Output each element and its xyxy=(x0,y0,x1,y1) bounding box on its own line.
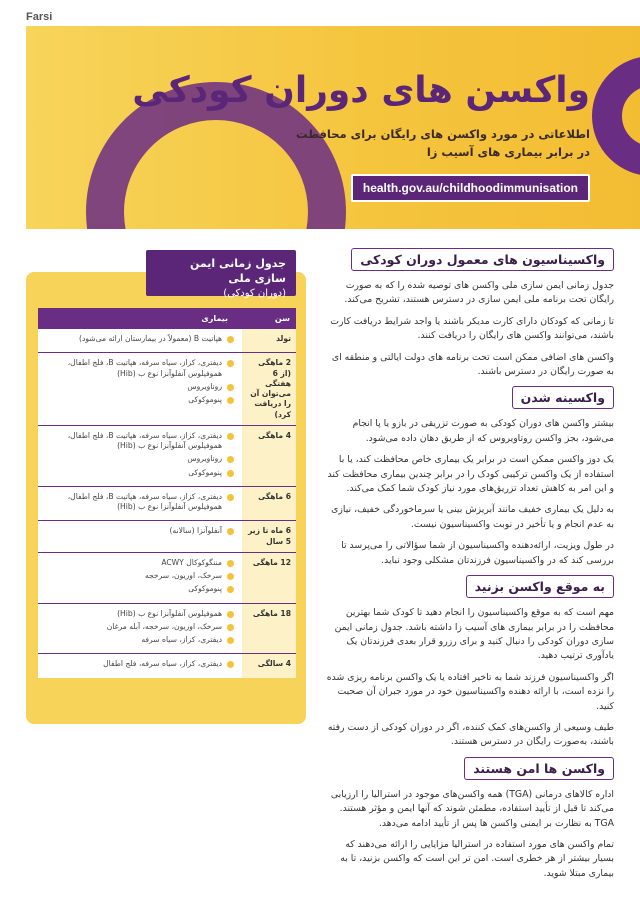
table-row xyxy=(38,486,296,521)
disease-item xyxy=(42,334,234,344)
bullet-icon xyxy=(227,384,234,391)
disease-item xyxy=(42,609,234,619)
bullet-icon xyxy=(227,611,234,618)
disease-item xyxy=(42,358,234,379)
disease-text: پنوموکوکی xyxy=(188,467,222,477)
section-heading: واکسیناسیون های معمول دوران کودکی xyxy=(351,248,614,271)
bullet-icon xyxy=(227,360,234,367)
section-paragraph: جدول زمانی ایمن سازی ملی واکسن های توصیه شده را که به صورت رایگان تحت برنامه ملی ایمن سازی در دسترس هستند، تشریح می‌کند. xyxy=(344,280,614,306)
disease-cell xyxy=(38,604,242,654)
bullet-icon xyxy=(227,470,234,477)
disease-text: هموفیلوس آنفلوآنزا نوع ب (Hib) xyxy=(117,608,222,618)
bullet-icon xyxy=(227,637,234,644)
disease-text: روتاویروس xyxy=(187,381,222,391)
bullet-icon xyxy=(227,433,234,440)
disease-item xyxy=(42,659,234,669)
age-cell: 6 ماهگی xyxy=(242,487,296,521)
disease-text: دیفتری، کزاز، سیاه سرفه xyxy=(141,635,222,644)
age-cell: 2 ماهگی (از 6 هفتگی می‌توان آن را دریافت کرد) xyxy=(242,353,296,425)
section-paragraph: بیشتر واکسن های دوران کودکی به صورت تزریقی در بازو یا پا انجام می‌شود، بجز واکسن روتاویروس که از طریق دهان داده می‌شود. xyxy=(352,418,614,444)
age-cell: 4 سالگی xyxy=(242,654,296,677)
disease-text: هپاتیت B (معمولاً در بیمارستان ارائه می‌شود) xyxy=(79,334,222,343)
schedule-subtitle: (دوران کودکی) xyxy=(223,287,286,299)
table-row xyxy=(38,425,296,486)
disease-text: پنوموکوکی xyxy=(188,395,222,404)
disease-text: دیفتری، کزاز، سیاه سرفه، هپاتیت B، فلج اطفال، هموفیلوس آنفلوآنزا نوع ب (Hib) xyxy=(67,491,222,511)
table-row xyxy=(38,653,296,677)
main-content xyxy=(326,248,614,888)
section-paragraph: به دلیل یک بیماری خفیف مانند آبریزش بینی یا سرماخوردگی خفیف، نیازی به عدم انجام و یا تأخیر در نوبت واکسیناسیون نیست. xyxy=(331,504,614,530)
content-section xyxy=(326,575,614,750)
content-section xyxy=(326,248,614,379)
schedule-table xyxy=(38,308,296,678)
age-cell: 18 ماهگی xyxy=(242,604,296,654)
bullet-icon xyxy=(227,528,234,535)
section-paragraph: تا زمانی که کودکان دارای کارت مدیکر باشند یا واجد شرایط دریافت کارت باشند، می‌توانند واکسن های رایگان را دریافت کنند. xyxy=(330,315,614,342)
disease-text: سرخک، اوریون، سرخجه xyxy=(144,571,222,580)
disease-cell xyxy=(38,329,242,352)
bullet-icon xyxy=(227,573,234,580)
section-heading: به موقع واکسن بزنید xyxy=(466,575,614,598)
disease-text: پنوموکوکی xyxy=(188,584,222,594)
disease-cell xyxy=(38,353,242,425)
bullet-icon xyxy=(227,586,234,593)
section-paragraph: اداره کالاهای درمانی (TGA) همه واکسن‌های موجود در استرالیا را ارزیابی می‌کند تا قبل از تأیید استفاده، مطمئن شوند که آنها ایمن و مؤثر هستند. TGA به نظارت بر ایمنی واکسن ها پس از تأیید ادامه می‌دهد. xyxy=(330,788,614,829)
bullet-icon xyxy=(227,456,234,463)
table-row xyxy=(38,603,296,654)
column-header-disease: بیماری xyxy=(201,313,228,323)
disease-text: دیفتری، کزاز، سیاه سرفه، هپاتیت B، فلج اطفال، هموفیلوس آنفلوآنزا نوع ب (Hib) xyxy=(67,358,222,378)
section-heading: واکسینه شدن xyxy=(512,386,614,409)
content-section xyxy=(326,386,614,568)
table-row xyxy=(38,520,296,552)
disease-item xyxy=(42,571,234,581)
section-paragraph: مهم است که به موقع واکسیناسیون را انجام دهید تا کودک شما بهترین محافظت را در برابر بیماری های آسیب زا داشته باشد. جدول زمانی ایمن سازی دوران کودکی را دنبال کنید و برای رزرو قرار بعدی فرزندتان یک یادآوری ترتیب دهید. xyxy=(334,607,614,662)
table-row xyxy=(38,552,296,603)
content-section xyxy=(326,757,614,881)
disease-item xyxy=(42,431,234,452)
age-cell: 4 ماهگی xyxy=(242,426,296,486)
disease-item xyxy=(42,454,234,464)
bullet-icon xyxy=(227,624,234,631)
disease-text: مننگوکوکال ACWY xyxy=(161,557,222,567)
disease-item xyxy=(42,492,234,513)
disease-item xyxy=(42,468,234,478)
schedule-title-text: جدول زمانی ایمن سازی ملی xyxy=(189,257,286,285)
bullet-icon xyxy=(227,397,234,404)
disease-item xyxy=(42,526,234,536)
disease-cell xyxy=(38,487,242,521)
header-banner xyxy=(26,26,640,229)
disease-cell xyxy=(38,521,242,552)
section-paragraph: طیف وسیعی از واکسن‌های کمک کننده، اگر در دوران کودکی از دست رفته باشند، به‌صورت رایگان در دسترس هستند. xyxy=(327,721,614,748)
disease-item xyxy=(42,584,234,594)
table-row xyxy=(38,352,296,425)
decorative-ring-graphic xyxy=(592,56,640,176)
disease-item xyxy=(42,382,234,392)
schedule-title xyxy=(146,250,296,299)
section-paragraph: اگر واکسیناسیون فرزند شما به تاخیر افتاده یا یک واکسن برنامه ریزی شده را نزده است، با ارائه دهنده واکسیناسیون خود در مورد جبران آن صحبت کنید. xyxy=(326,671,614,712)
disease-cell xyxy=(38,654,242,677)
age-cell: تولد xyxy=(242,329,296,352)
bullet-icon xyxy=(227,560,234,567)
disease-cell xyxy=(38,426,242,486)
table-row xyxy=(38,328,296,352)
page-title: واکسن های دوران کودکی xyxy=(132,70,590,111)
bullet-icon xyxy=(227,661,234,668)
disease-item xyxy=(42,622,234,632)
column-header-age: سن xyxy=(274,313,290,323)
section-paragraph: در طول ویزیت، ارائه‌دهنده واکسیناسیون از شما سؤالاتی را می‌پرسد تا بررسی کند که در واکسیناسیون فرزندتان مشکلی وجود نباید. xyxy=(341,540,614,566)
disease-text: دیفتری، کزاز، سیاه سرفه، هپاتیت B، فلج اطفال، هموفیلوس آنفلوآنزا نوع ب (Hib) xyxy=(67,430,222,450)
section-paragraph: واکسن های اضافی ممکن است تحت برنامه های دولت ایالتی و منطقه ای به صورت رایگان در دسترس باشند. xyxy=(331,351,614,378)
section-paragraph: تمام واکسن های مورد استفاده در استرالیا مزایایی را ارائه می‌دهند که بسیار بیشتر از هر خطری است. امن تر این است که واکسن بزنید، تا به بیماری مبتلا شوید. xyxy=(340,838,614,879)
table-header xyxy=(38,308,296,328)
section-paragraph: یک دوز واکسن ممکن است در برابر یک بیماری خاص محافظت کند، یا با استفاده از یک واکسن ترکیبی کودک را در برابر چندین بیماری محافظت کند و این امر به کاهش تعداد تزریق‌های مورد نیاز کودک شما کمک می‌کند. xyxy=(327,454,614,495)
disease-text: روتاویروس xyxy=(187,454,222,464)
page-subtitle: اطلاعاتی در مورد واکسن های رایگان برای محافظت در برابر بیماری های آسیب زا xyxy=(296,127,590,159)
age-cell: 6 ماه تا زیر 5 سال xyxy=(242,521,296,552)
age-cell: 12 ماهگی xyxy=(242,553,296,603)
disease-cell xyxy=(38,553,242,603)
disease-item xyxy=(42,395,234,405)
website-link[interactable]: health.gov.au/childhoodimmunisation xyxy=(351,174,590,202)
disease-text: آنفلوآنزا (سالانه) xyxy=(169,526,222,536)
disease-item xyxy=(42,558,234,568)
disease-text: سرخک، اوریون، سرخجه، آبله مرغان xyxy=(106,621,222,631)
disease-item xyxy=(42,635,234,645)
language-label: Farsi xyxy=(26,11,53,23)
bullet-icon xyxy=(227,336,234,343)
disease-text: دیفتری، کزاز، سیاه سرفه، فلج اطفال xyxy=(103,659,222,669)
bullet-icon xyxy=(227,494,234,501)
section-heading: واکسن ها امن هستند xyxy=(464,757,614,780)
